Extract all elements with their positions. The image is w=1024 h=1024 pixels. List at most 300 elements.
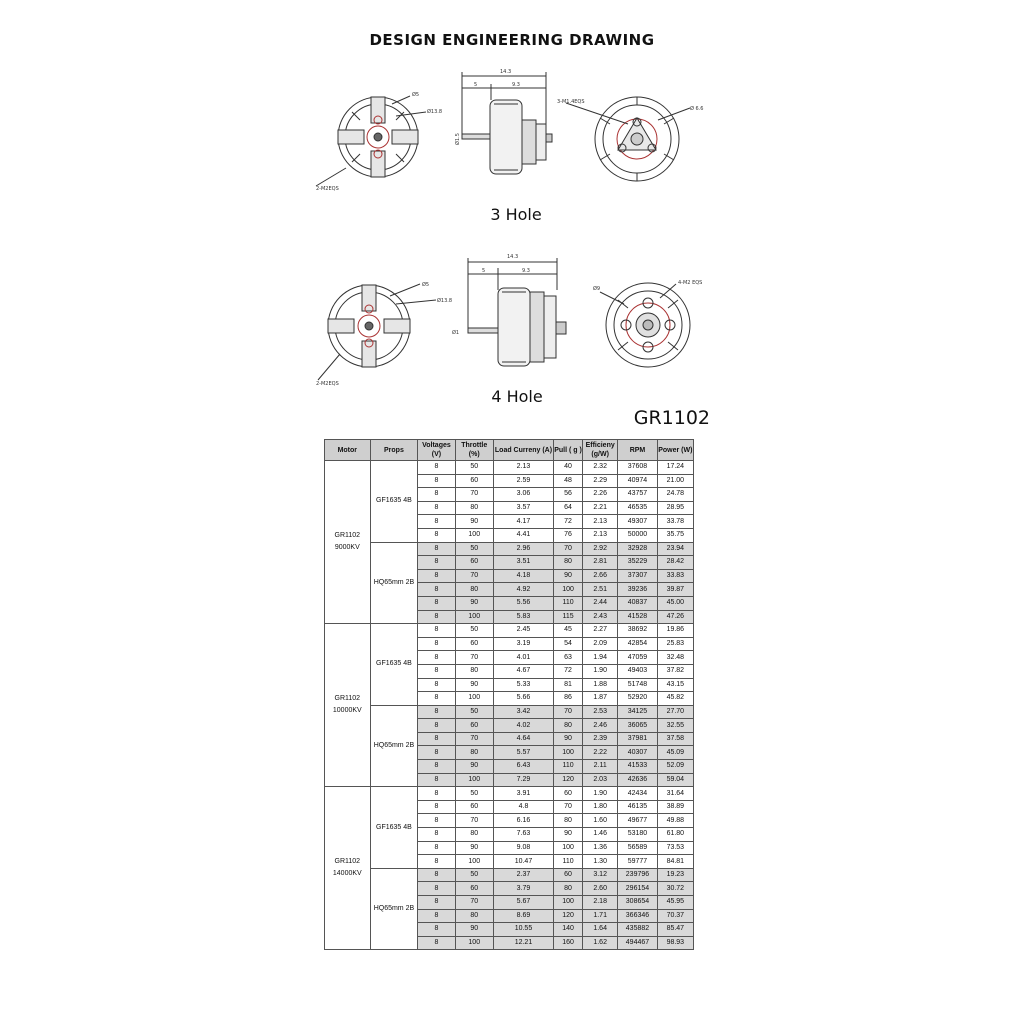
table-cell: 3.06 xyxy=(493,488,553,502)
table-cell: 120 xyxy=(554,909,583,923)
table-cell: 6.16 xyxy=(493,814,553,828)
table-cell: 3.79 xyxy=(493,882,553,896)
table-cell: 494467 xyxy=(618,936,657,950)
table-cell: 98.93 xyxy=(657,936,693,950)
table-cell: 50 xyxy=(455,868,493,882)
table-cell: 47059 xyxy=(618,651,657,665)
table-cell: 8 xyxy=(418,474,455,488)
table-cell: 72 xyxy=(554,515,583,529)
table-cell: 1.30 xyxy=(583,855,618,869)
table-cell: 90 xyxy=(455,923,493,937)
table-cell: 42434 xyxy=(618,787,657,801)
table-cell: 3.42 xyxy=(493,705,553,719)
table-cell: 56589 xyxy=(618,841,657,855)
table-cell: 73.53 xyxy=(657,841,693,855)
table-cell: 2.60 xyxy=(583,882,618,896)
table-cell: 6.43 xyxy=(493,760,553,774)
table-cell: 38692 xyxy=(618,624,657,638)
drawing-3hole xyxy=(0,60,1024,270)
table-cell: 49403 xyxy=(618,664,657,678)
prop-cell: GF1635 4B xyxy=(370,624,418,706)
table-cell: 100 xyxy=(455,528,493,542)
prop-cell: GF1635 4B xyxy=(370,787,418,869)
table-cell: 239796 xyxy=(618,868,657,882)
table-cell: 70 xyxy=(455,896,493,910)
table-cell: 8 xyxy=(418,678,455,692)
table-cell: 80 xyxy=(455,746,493,760)
table-cell: 21.00 xyxy=(657,474,693,488)
performance-table xyxy=(324,439,694,950)
table-cell: 49.88 xyxy=(657,814,693,828)
table-cell: 32.55 xyxy=(657,719,693,733)
table-cell: 40307 xyxy=(618,746,657,760)
table-cell: 80 xyxy=(455,828,493,842)
prop-cell: GF1635 4B xyxy=(370,461,418,543)
table-cell: 1.62 xyxy=(583,936,618,950)
table-cell: 1.64 xyxy=(583,923,618,937)
col-header: Throttle (%) xyxy=(455,440,493,461)
table-cell: 2.22 xyxy=(583,746,618,760)
table-cell: 60 xyxy=(455,719,493,733)
table-cell: 1.94 xyxy=(583,651,618,665)
label-4h-len: 14.3 xyxy=(507,254,519,260)
label-3h-len: 14.3 xyxy=(500,69,512,75)
table-cell: 8 xyxy=(418,610,455,624)
base-view-3hole xyxy=(566,97,690,181)
table-cell: 296154 xyxy=(618,882,657,896)
table-cell: 30.72 xyxy=(657,882,693,896)
col-header: Load Curreny (A) xyxy=(493,440,553,461)
table-cell: 80 xyxy=(455,583,493,597)
table-cell: 120 xyxy=(554,773,583,787)
table-cell: 100 xyxy=(554,841,583,855)
table-cell: 8 xyxy=(418,542,455,556)
table-cell: 80 xyxy=(554,814,583,828)
table-cell: 2.29 xyxy=(583,474,618,488)
table-cell: 2.26 xyxy=(583,488,618,502)
table-cell: 28.42 xyxy=(657,556,693,570)
table-cell: 37608 xyxy=(618,461,657,475)
table-cell: 4.41 xyxy=(493,528,553,542)
table-cell: 12.21 xyxy=(493,936,553,950)
table-cell: 10.55 xyxy=(493,923,553,937)
table-cell: 8 xyxy=(418,787,455,801)
table-cell: 45.00 xyxy=(657,596,693,610)
table-cell: 42854 xyxy=(618,637,657,651)
table-cell: 1.60 xyxy=(583,814,618,828)
table-cell: 4.67 xyxy=(493,664,553,678)
front-view-4hole xyxy=(318,284,436,380)
table-cell: 2.13 xyxy=(583,515,618,529)
table-cell: 1.36 xyxy=(583,841,618,855)
table-cell: 5.57 xyxy=(493,746,553,760)
col-header: Voltages (V) xyxy=(418,440,455,461)
table-cell: 45.82 xyxy=(657,692,693,706)
table-cell: 5.33 xyxy=(493,678,553,692)
table-cell: 4.01 xyxy=(493,651,553,665)
base-view-4hole xyxy=(600,283,690,367)
table-cell: 2.92 xyxy=(583,542,618,556)
table-cell: 2.09 xyxy=(583,637,618,651)
table-row xyxy=(325,868,694,882)
table-cell: 8 xyxy=(418,828,455,842)
table-cell: 37.82 xyxy=(657,664,693,678)
table-cell: 3.12 xyxy=(583,868,618,882)
table-cell: 4.17 xyxy=(493,515,553,529)
table-cell: 2.81 xyxy=(583,556,618,570)
table-row xyxy=(325,461,694,475)
col-header: Pull ( g ) xyxy=(554,440,583,461)
table-cell: 4.92 xyxy=(493,583,553,597)
table-cell: 40 xyxy=(554,461,583,475)
table-cell: 8 xyxy=(418,868,455,882)
table-cell: 48 xyxy=(554,474,583,488)
table-cell: 70 xyxy=(455,732,493,746)
table-cell: 90 xyxy=(554,569,583,583)
table-row xyxy=(325,705,694,719)
table-cell: 32928 xyxy=(618,542,657,556)
table-cell: 59.04 xyxy=(657,773,693,787)
label-4h-shaftdia: Ø1 xyxy=(452,330,460,336)
label-3h-d13: Ø13.8 xyxy=(427,109,443,115)
table-cell: 34125 xyxy=(618,705,657,719)
col-header: Power (W) xyxy=(657,440,693,461)
table-cell: 40974 xyxy=(618,474,657,488)
col-header: RPM xyxy=(618,440,657,461)
table-cell: 3.19 xyxy=(493,637,553,651)
table-cell: 45.95 xyxy=(657,896,693,910)
table-cell: 50 xyxy=(455,624,493,638)
table-cell: 5.83 xyxy=(493,610,553,624)
table-cell: 19.86 xyxy=(657,624,693,638)
table-cell: 2.39 xyxy=(583,732,618,746)
table-cell: 9.08 xyxy=(493,841,553,855)
table-cell: 2.44 xyxy=(583,596,618,610)
table-cell: 41533 xyxy=(618,760,657,774)
prop-cell: HQ65mm 2B xyxy=(370,868,418,950)
table-cell: 7.63 xyxy=(493,828,553,842)
table-cell: 90 xyxy=(455,760,493,774)
table-cell: 38.89 xyxy=(657,800,693,814)
table-cell: 60 xyxy=(455,474,493,488)
table-cell: 19.23 xyxy=(657,868,693,882)
table-cell: 2.51 xyxy=(583,583,618,597)
table-cell: 7.29 xyxy=(493,773,553,787)
table-cell: 70 xyxy=(455,569,493,583)
table-cell: 100 xyxy=(455,610,493,624)
table-cell: 5.56 xyxy=(493,596,553,610)
table-cell: 8 xyxy=(418,732,455,746)
table-cell: 27.70 xyxy=(657,705,693,719)
table-cell: 80 xyxy=(455,909,493,923)
table-cell: 60 xyxy=(455,556,493,570)
table-cell: 80 xyxy=(554,882,583,896)
table-cell: 8 xyxy=(418,896,455,910)
front-view-3hole xyxy=(316,96,426,186)
table-cell: 366346 xyxy=(618,909,657,923)
table-cell: 90 xyxy=(455,678,493,692)
table-cell: 60 xyxy=(554,787,583,801)
table-header-row xyxy=(325,440,694,461)
table-cell: 31.64 xyxy=(657,787,693,801)
table-cell: 1.88 xyxy=(583,678,618,692)
table-cell: 28.95 xyxy=(657,501,693,515)
caption-3hole: 3 Hole xyxy=(490,205,542,224)
label-3h-m14: 3-M1.4EQS xyxy=(557,99,585,105)
col-header: Props xyxy=(370,440,418,461)
table-cell: 1.90 xyxy=(583,787,618,801)
table-cell: 3.57 xyxy=(493,501,553,515)
table-cell: 90 xyxy=(554,732,583,746)
table-cell: 23.94 xyxy=(657,542,693,556)
table-cell: 2.37 xyxy=(493,868,553,882)
table-cell: 110 xyxy=(554,596,583,610)
table-row xyxy=(325,624,694,638)
table-cell: 100 xyxy=(554,746,583,760)
table-cell: 50 xyxy=(455,461,493,475)
table-cell: 39.87 xyxy=(657,583,693,597)
table-cell: 115 xyxy=(554,610,583,624)
label-4h-shaft: 5 xyxy=(482,268,486,274)
table-cell: 1.80 xyxy=(583,800,618,814)
table-cell: 5.67 xyxy=(493,896,553,910)
table-cell: 84.81 xyxy=(657,855,693,869)
table-cell: 10.47 xyxy=(493,855,553,869)
table-cell: 37981 xyxy=(618,732,657,746)
table-cell: 8 xyxy=(418,583,455,597)
table-cell: 90 xyxy=(554,828,583,842)
table-cell: 2.53 xyxy=(583,705,618,719)
table-cell: 43757 xyxy=(618,488,657,502)
table-cell: 46535 xyxy=(618,501,657,515)
table-cell: 100 xyxy=(455,692,493,706)
table-cell: 8 xyxy=(418,569,455,583)
table-cell: 3.91 xyxy=(493,787,553,801)
table-cell: 63 xyxy=(554,651,583,665)
table-cell: 1.46 xyxy=(583,828,618,842)
table-cell: 308654 xyxy=(618,896,657,910)
label-4h-d5: Ø5 xyxy=(422,282,430,288)
col-header: Motor xyxy=(325,440,371,461)
model-name: GR1102 xyxy=(633,407,710,429)
table-cell: 8 xyxy=(418,814,455,828)
table-cell: 50 xyxy=(455,542,493,556)
table-cell: 4.02 xyxy=(493,719,553,733)
table-cell: 56 xyxy=(554,488,583,502)
table-cell: 17.24 xyxy=(657,461,693,475)
table-cell: 80 xyxy=(554,556,583,570)
table-cell: 72 xyxy=(554,664,583,678)
label-3h-m2: 2-M2EQS xyxy=(316,186,339,192)
table-cell: 8 xyxy=(418,800,455,814)
table-cell: 64 xyxy=(554,501,583,515)
table-cell: 45 xyxy=(554,624,583,638)
table-cell: 37307 xyxy=(618,569,657,583)
table-cell: 42636 xyxy=(618,773,657,787)
table-cell: 50000 xyxy=(618,528,657,542)
table-cell: 435882 xyxy=(618,923,657,937)
table-cell: 8 xyxy=(418,528,455,542)
table-cell: 8 xyxy=(418,719,455,733)
table-cell: 90 xyxy=(455,515,493,529)
table-cell: 2.03 xyxy=(583,773,618,787)
table-cell: 8 xyxy=(418,841,455,855)
table-cell: 60 xyxy=(455,800,493,814)
label-3h-shaft: 5 xyxy=(474,82,478,88)
table-cell: 8 xyxy=(418,556,455,570)
label-4h-d9: Ø9 xyxy=(593,286,601,292)
table-cell: 80 xyxy=(554,719,583,733)
label-4h-body: 9.3 xyxy=(522,268,530,274)
table-cell: 8 xyxy=(418,760,455,774)
table-cell: 2.18 xyxy=(583,896,618,910)
table-cell: 25.83 xyxy=(657,637,693,651)
table-cell: 8 xyxy=(418,909,455,923)
table-cell: 100 xyxy=(455,773,493,787)
table-cell: 2.11 xyxy=(583,760,618,774)
table-cell: 90 xyxy=(455,841,493,855)
label-3h-d5: Ø5 xyxy=(412,92,420,98)
table-cell: 70 xyxy=(455,651,493,665)
motor-cell: GR1102 10000KV xyxy=(325,624,371,787)
table-cell: 36065 xyxy=(618,719,657,733)
table-cell: 8 xyxy=(418,461,455,475)
table-cell: 8 xyxy=(418,651,455,665)
table-cell: 2.96 xyxy=(493,542,553,556)
table-row xyxy=(325,787,694,801)
table-cell: 4.18 xyxy=(493,569,553,583)
table-cell: 24.78 xyxy=(657,488,693,502)
table-cell: 80 xyxy=(455,664,493,678)
table-cell: 8 xyxy=(418,882,455,896)
table-cell: 41528 xyxy=(618,610,657,624)
table-cell: 8 xyxy=(418,664,455,678)
table-cell: 45.09 xyxy=(657,746,693,760)
table-cell: 1.90 xyxy=(583,664,618,678)
table-cell: 8 xyxy=(418,515,455,529)
table-cell: 70 xyxy=(455,814,493,828)
table-cell: 70 xyxy=(554,705,583,719)
table-cell: 40837 xyxy=(618,596,657,610)
table-cell: 100 xyxy=(455,855,493,869)
table-cell: 8 xyxy=(418,501,455,515)
table-cell: 53180 xyxy=(618,828,657,842)
table-cell: 100 xyxy=(554,896,583,910)
table-cell: 70.37 xyxy=(657,909,693,923)
table-cell: 2.13 xyxy=(583,528,618,542)
table-cell: 47.26 xyxy=(657,610,693,624)
table-cell: 8 xyxy=(418,855,455,869)
table-cell: 81 xyxy=(554,678,583,692)
table-cell: 2.43 xyxy=(583,610,618,624)
table-cell: 8.69 xyxy=(493,909,553,923)
table-cell: 160 xyxy=(554,936,583,950)
caption-4hole: 4 Hole xyxy=(491,387,543,406)
table-cell: 8 xyxy=(418,637,455,651)
table-cell: 2.27 xyxy=(583,624,618,638)
table-cell: 8 xyxy=(418,773,455,787)
table-cell: 8 xyxy=(418,596,455,610)
table-cell: 100 xyxy=(455,936,493,950)
prop-cell: HQ65mm 2B xyxy=(370,705,418,787)
table-cell: 2.21 xyxy=(583,501,618,515)
table-cell: 8 xyxy=(418,488,455,502)
table-cell: 2.32 xyxy=(583,461,618,475)
table-cell: 60 xyxy=(455,637,493,651)
table-cell: 50 xyxy=(455,787,493,801)
table-cell: 8 xyxy=(418,692,455,706)
table-cell: 140 xyxy=(554,923,583,937)
table-cell: 110 xyxy=(554,760,583,774)
table-cell: 8 xyxy=(418,746,455,760)
table-cell: 2.46 xyxy=(583,719,618,733)
drawing-4hole xyxy=(0,250,1024,400)
table-cell: 46135 xyxy=(618,800,657,814)
motor-cell: GR1102 9000KV xyxy=(325,461,371,624)
table-cell: 2.66 xyxy=(583,569,618,583)
table-cell: 49307 xyxy=(618,515,657,529)
table-cell: 85.47 xyxy=(657,923,693,937)
table-cell: 76 xyxy=(554,528,583,542)
table-cell: 4.64 xyxy=(493,732,553,746)
table-cell: 59777 xyxy=(618,855,657,869)
page-title: DESIGN ENGINEERING DRAWING xyxy=(369,31,655,49)
table-cell: 70 xyxy=(554,542,583,556)
motor-cell: GR1102 14000KV xyxy=(325,787,371,950)
table-cell: 54 xyxy=(554,637,583,651)
table-cell: 8 xyxy=(418,624,455,638)
table-cell: 2.45 xyxy=(493,624,553,638)
table-cell: 1.87 xyxy=(583,692,618,706)
label-4h-m2: 2-M2EQS xyxy=(316,381,339,387)
table-cell: 60 xyxy=(554,868,583,882)
table-body xyxy=(325,461,694,950)
side-view-4hole xyxy=(468,258,566,366)
label-3h-body: 9.3 xyxy=(512,82,520,88)
table-cell: 80 xyxy=(455,501,493,515)
table-cell: 51748 xyxy=(618,678,657,692)
table-cell: 52920 xyxy=(618,692,657,706)
table-cell: 4.8 xyxy=(493,800,553,814)
table-cell: 8 xyxy=(418,705,455,719)
prop-cell: HQ65mm 2B xyxy=(370,542,418,624)
table-cell: 100 xyxy=(554,583,583,597)
table-cell: 37.58 xyxy=(657,732,693,746)
table-cell: 5.66 xyxy=(493,692,553,706)
table-cell: 61.80 xyxy=(657,828,693,842)
table-cell: 33.83 xyxy=(657,569,693,583)
table-cell: 60 xyxy=(455,882,493,896)
table-cell: 33.78 xyxy=(657,515,693,529)
table-row xyxy=(325,542,694,556)
table-cell: 2.13 xyxy=(493,461,553,475)
table-cell: 8 xyxy=(418,936,455,950)
label-4h-d13: Ø13.8 xyxy=(437,298,453,304)
table-cell: 8 xyxy=(418,923,455,937)
table-cell: 39236 xyxy=(618,583,657,597)
table-cell: 3.51 xyxy=(493,556,553,570)
label-4h-m2eqs: 4-M2 EQS xyxy=(678,280,703,286)
table-cell: 43.15 xyxy=(657,678,693,692)
table-cell: 32.48 xyxy=(657,651,693,665)
table-cell: 49677 xyxy=(618,814,657,828)
table-cell: 35229 xyxy=(618,556,657,570)
label-3h-shaftdia: Ø1.5 xyxy=(455,133,461,145)
col-header: Efficieny (g/W) xyxy=(583,440,618,461)
table-cell: 86 xyxy=(554,692,583,706)
label-3h-d66: Ø 6.6 xyxy=(690,106,704,112)
table-cell: 1.71 xyxy=(583,909,618,923)
